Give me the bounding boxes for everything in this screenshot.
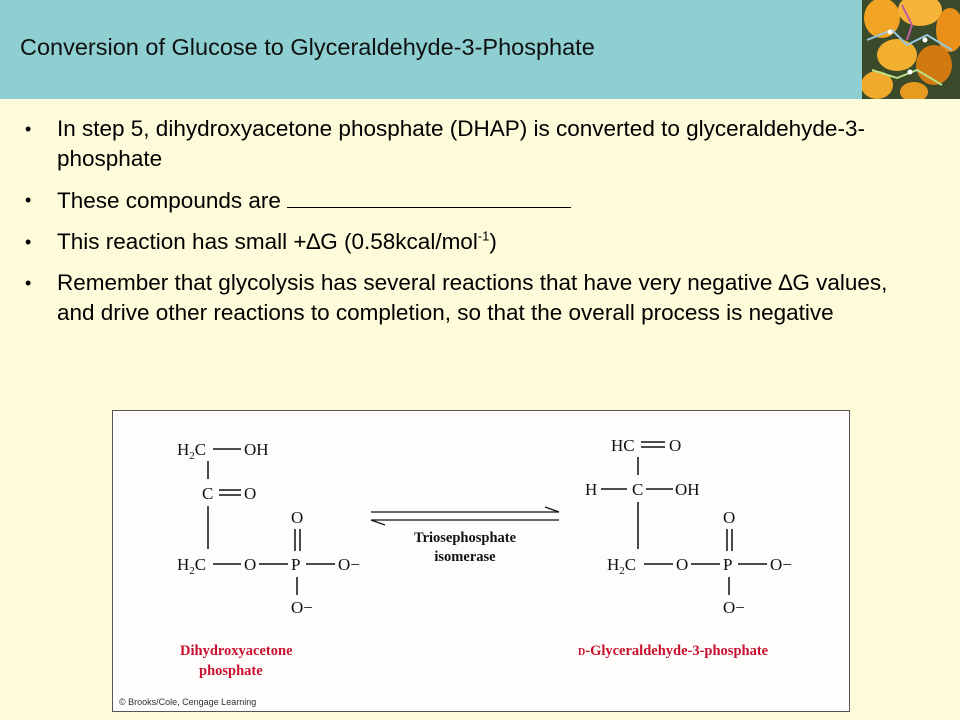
bullet-item — [25, 185, 905, 216]
enzyme-name-line2: isomerase — [434, 549, 496, 565]
o-top-label: O — [723, 508, 736, 527]
bullet-text: Remember that glycolysis has several reactions that have very negative — [57, 270, 779, 295]
delta-symbol: ∆ — [778, 270, 793, 295]
c-mid-label: C — [202, 484, 214, 503]
arrowhead — [371, 520, 385, 525]
o-top-dbl-label: O — [669, 436, 682, 455]
slide-title: Conversion of Glucose to Glyceraldehyde-3-Phosphate — [20, 34, 595, 60]
right-compound-label: D-Glyceraldehyde-3-phosphate — [578, 643, 769, 659]
o-link-label: O — [676, 555, 689, 574]
bullet-text: ) — [489, 229, 497, 254]
bullet-text: G (0.58kcal/mol — [320, 229, 478, 254]
bullet-list — [25, 114, 905, 339]
bullet-text: These compounds are — [57, 188, 281, 213]
left-compound-label-line1: Dihydroxyacetone — [180, 643, 293, 659]
copyright-text: © Brooks/Cole, Cengage Learning — [119, 697, 257, 707]
fill-in-blank — [287, 185, 571, 208]
o-minus-bottom-label: O− — [723, 598, 745, 617]
p-label: P — [723, 555, 733, 574]
bullet-text: This reaction has small + — [57, 229, 307, 254]
reaction-diagram — [113, 411, 849, 711]
oh-top-label: OH — [244, 440, 269, 459]
o-top-label: O — [291, 508, 304, 527]
o-link-label: O — [244, 555, 257, 574]
p-label: P — [291, 555, 301, 574]
h2c-bot-label: $H_2C$ — [177, 555, 207, 577]
molecular-art-image — [862, 0, 960, 99]
left-compound-label-line2: phosphate — [199, 663, 263, 679]
enzyme-name-line1: Triosephosphate — [413, 530, 517, 546]
oh-mid-label: OH — [675, 480, 700, 499]
h2c-top-label: $H_2C$ — [177, 440, 207, 462]
delta-symbol: ∆ — [306, 229, 321, 254]
o-minus-bottom-label: O− — [291, 598, 313, 617]
reaction-figure — [112, 410, 850, 712]
o-mid-label: O — [244, 484, 257, 503]
bullet-item — [25, 268, 905, 328]
hc-top-label: HC — [611, 436, 635, 455]
o-minus-label: O− — [338, 555, 360, 574]
h-left-label: H — [585, 480, 598, 499]
bullet-item — [25, 227, 905, 257]
c-mid-label: C — [632, 480, 644, 499]
bullet-item — [25, 114, 905, 174]
bullet-text: G values, and drive other reactions to completion, so that the overall process is negative — [57, 270, 888, 325]
o-minus-label: O− — [770, 555, 792, 574]
superscript: -1 — [477, 228, 490, 244]
bullet-text: In step 5, dihydroxyacetone phosphate (DHAP) is converted to glyceraldehyde-3-phosphate — [57, 116, 865, 171]
title-bar — [0, 0, 960, 99]
h2c-bot-label: $H_2C$ — [607, 555, 637, 577]
arrowhead — [545, 507, 559, 512]
